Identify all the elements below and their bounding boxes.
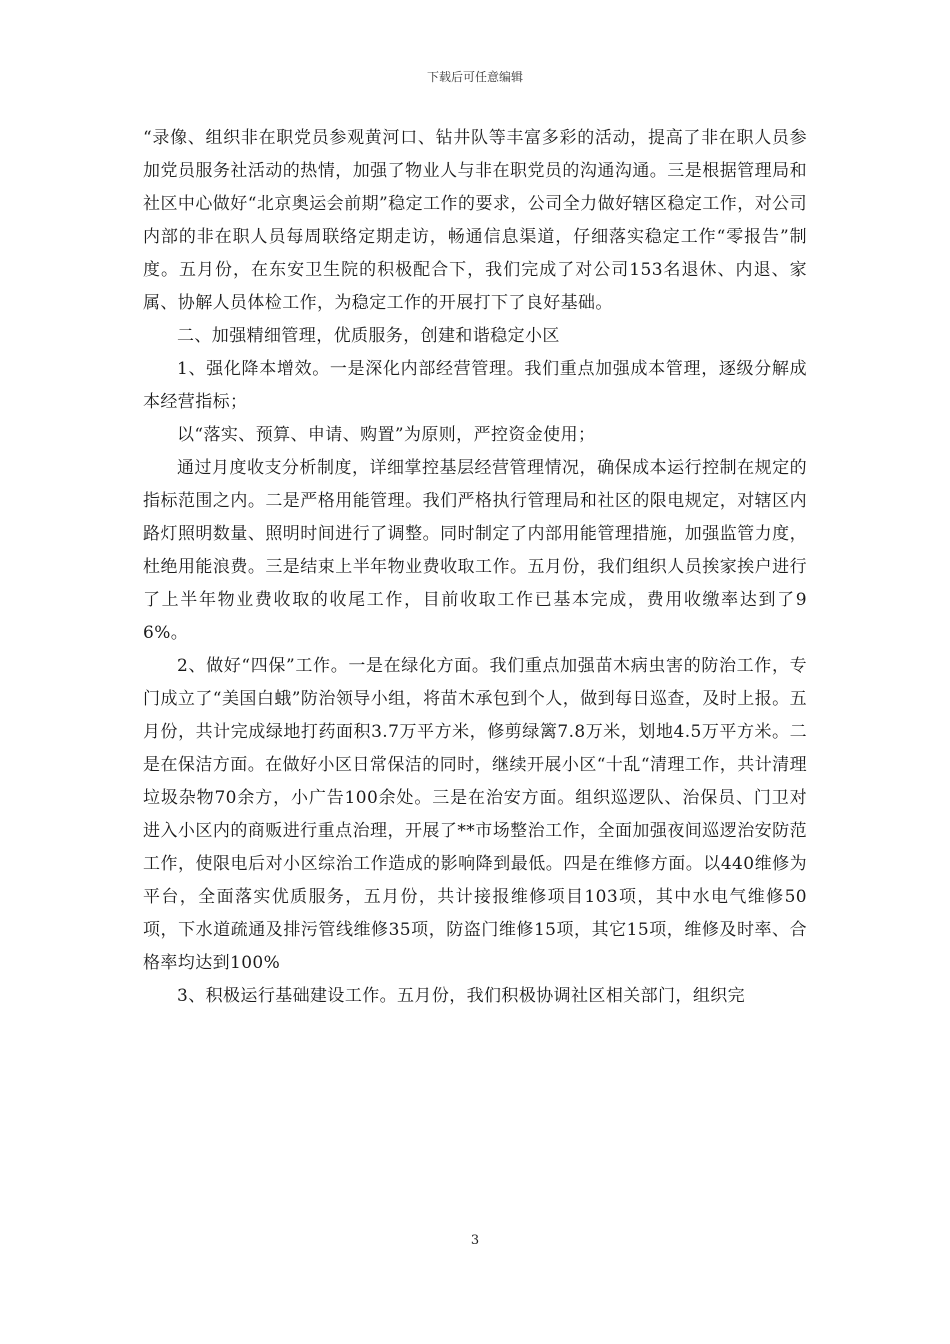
paragraph-cost-reduction: 1、强化降本增效。一是深化内部经营管理。我们重点加强成本管理，逐级分解成本经营指标； — [143, 359, 807, 412]
paragraph-1: “录像、组织非在职党员参观黄河口、钻井队等丰富多彩的活动，提高了非在职人员参加党员服务社活动的热情，加强了物业人与非在职党员的沟通沟通。三是根据管理局和社区中心做好“北京奥运会前期”稳定工作的要求，公司全力做好辖区稳定工作，对公司内部的非在职人员每周联络定期走访，畅通信息渠道，仔细落实稳定工作“零报告”制度。五月份，在东安卫生院的积极配合下，我们完成了对公司153名退休、内退、家属、协解人员体检工作，为稳定工作的开展打下了良好基础。 — [143, 128, 807, 313]
document-body — [143, 122, 807, 1013]
paragraph-four-guarantees: 2、做好“四保”工作。一是在绿化方面。我们重点加强苗木病虫害的防治工作，专门成立了“美国白蛾”防治领导小组，将苗木承包到个人，做到每日巡查，及时上报。五月份，共计完成绿地打药面积3.7万平方米，修剪绿篱7.8万米，划地4.5万平方米。二是在保洁方面。在做好小区日常保洁的同时，继续开展小区“十乱“清理工作，共计清理垃圾杂物70余方，小广告100余处。三是在治安方面。组织巡逻队、治保员、门卫对进入小区内的商贩进行重点治理，开展了**市场整治工作，全面加强夜间巡逻治安防范工作，使限电后对小区综治工作造成的影响降到最低。四是在维修方面。以440维修为平台，全面落实优质服务，五月份，共计接报维修项目103项，其中水电气维修50项，下水道疏通及排污管线维修35项，防盗门维修15项，其它15项，维修及时率、合格率均达到100% — [143, 656, 807, 973]
section-heading: 二、加强精细管理，优质服务，创建和谐稳定小区 — [177, 326, 560, 346]
page-header: 下载后可任意编辑 — [426, 70, 523, 84]
paragraph-monthly-analysis: 通过月度收支分析制度，详细掌控基层经营管理情况，确保成本运行控制在规定的指标范围之内。二是严格用能管理。我们严格执行管理局和社区的限电规定，对辖区内路灯照明数量、照明时间进行了调整。同时制定了内部用能管理措施，加强监管力度，杜绝用能浪费。三是结束上半年物业费收取工作。五月份，我们组织人员挨家挨户进行了上半年物业费收取的收尾工作，目前收取工作已基本完成，费用收缴率达到了96%。 — [143, 458, 807, 643]
paragraph-infrastructure: 3、积极运行基础建设工作。五月份，我们积极协调社区相关部门，组织完 — [177, 986, 746, 1006]
paragraph-funding-principle: 以“落实、预算、申请、购置”为原则，严控资金使用； — [177, 425, 596, 445]
page-number: 3 — [470, 1233, 480, 1248]
